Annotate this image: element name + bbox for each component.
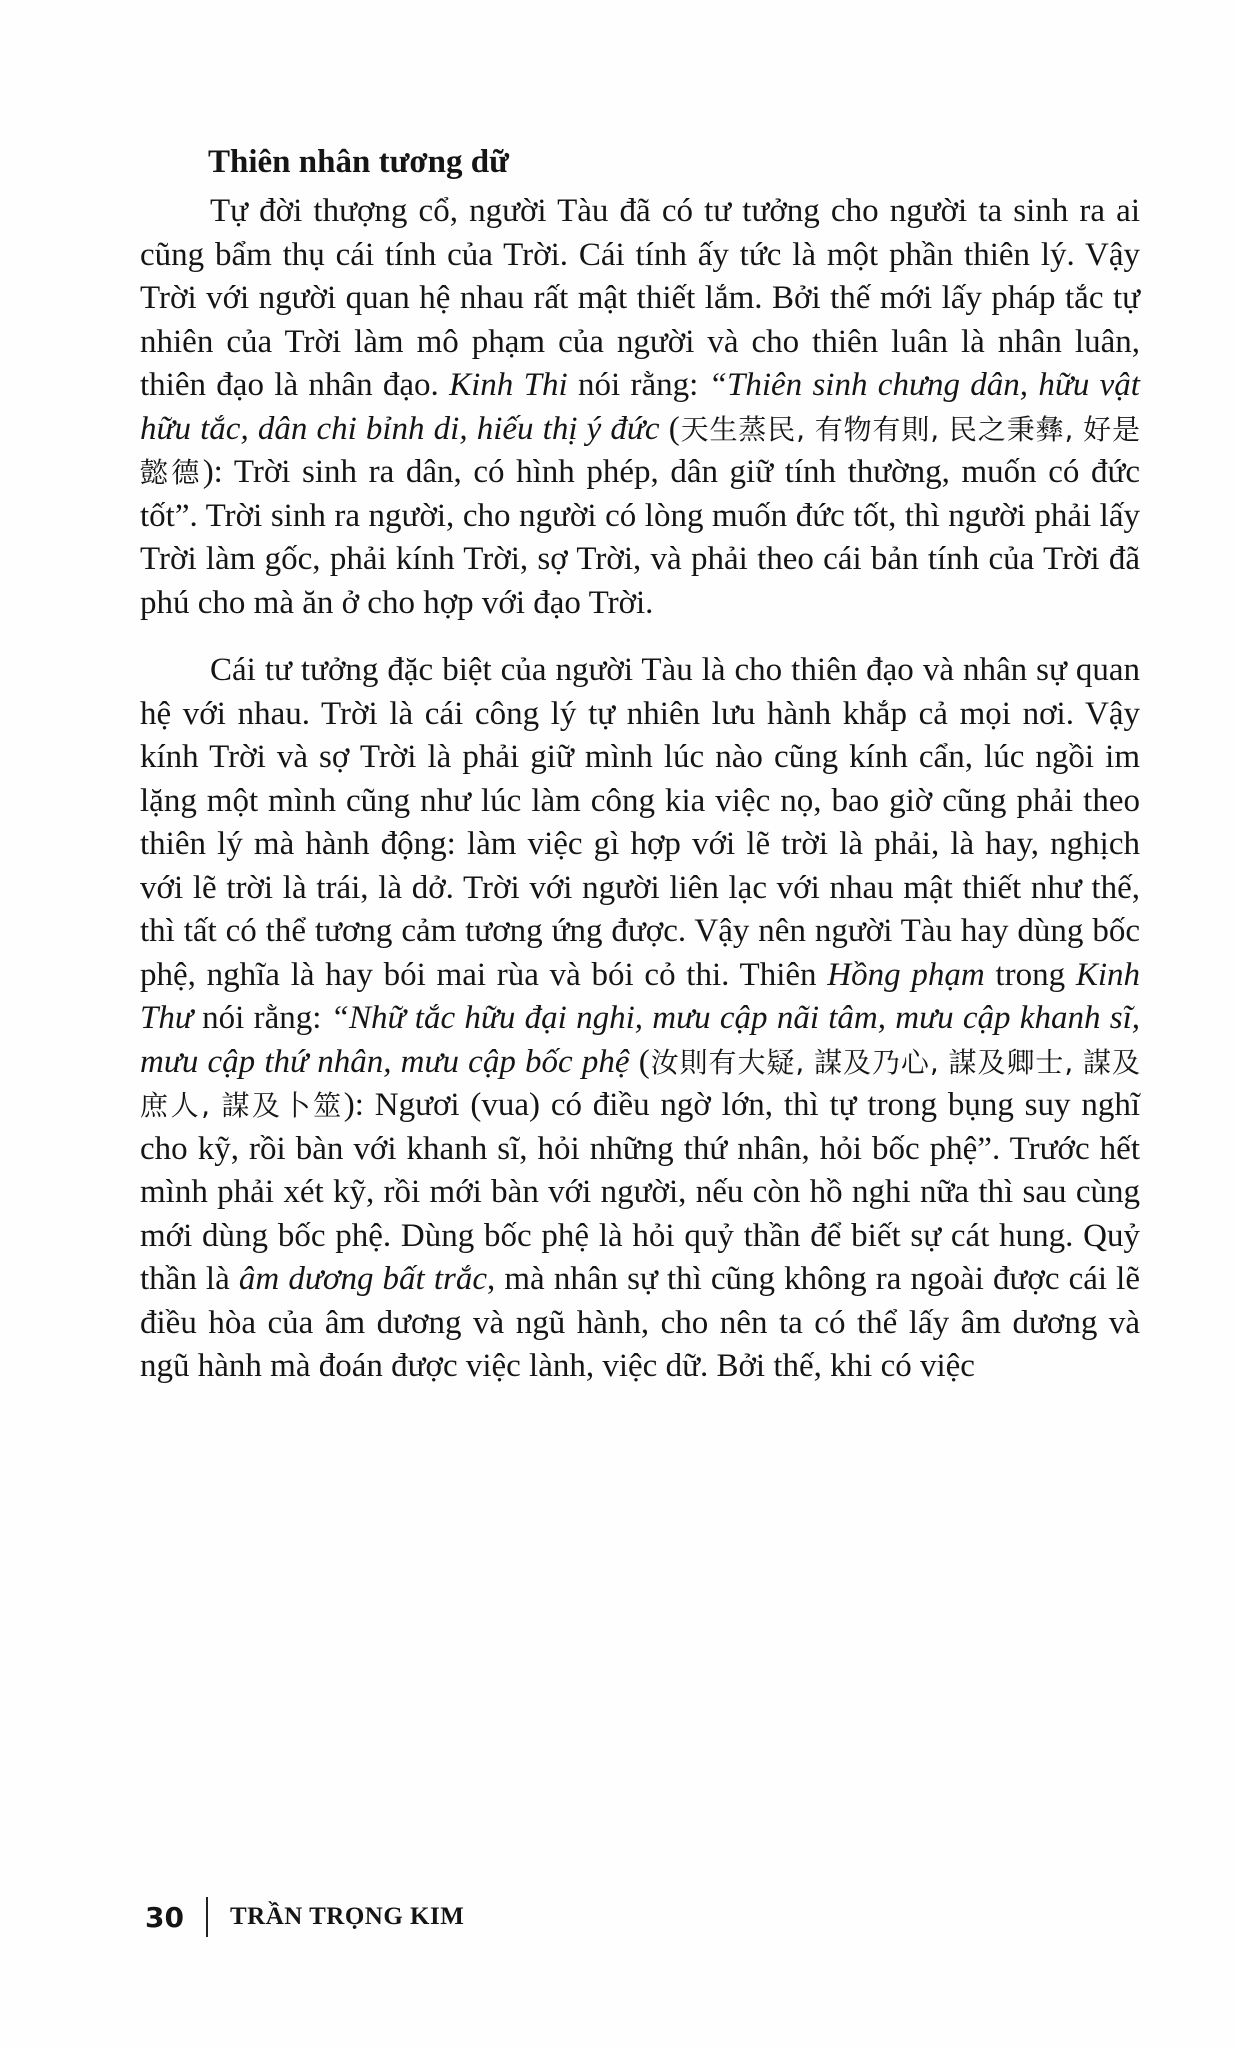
p1-quote: “Thiên sinh chưng dân, hữu vật hữu tắc, dân chi bỉnh di, hiếu thị ý đức — [140, 367, 1140, 447]
footer-divider — [206, 1897, 208, 1937]
term-am-duong: âm dương bất trắc — [238, 1261, 488, 1297]
p1-text-3: ): Trời sinh ra dân, có hình phép, dân giữ tính thường, muốn có đức tốt”. Trời sinh ra người, cho người có lòng muốn đức tốt, thì người phải lấy Trời làm gốc, phải kính Trời, sợ Trời, và phải theo cái bản tính của Trời đã phú cho mà ăn ở cho hợp với đạo Trời. — [140, 454, 1140, 621]
text-body — [140, 140, 1140, 1413]
section-heading: Thiên nhân tương dữ — [208, 144, 509, 180]
p2-paren: ( — [629, 1043, 650, 1080]
chapter-title-hong-pham: Hồng phạm — [827, 956, 985, 993]
p2-text-4: ): Ngươi (vua) có điều ngờ lớn, thì tự trong bụng suy nghĩ cho kỹ, rồi bàn với khanh sĩ, hỏi những thứ nhân, hỏi bốc phệ”. Trước hết mình phải xét kỹ, rồi mới bàn với người, nếu còn hồ nghi nữa thì sau cùng mới dùng bốc phệ. Dùng bốc phệ là hỏi quỷ thần để biết sự cát hung. Quỷ thần là — [140, 1087, 1140, 1297]
author-name: TRẦN TRỌNG KIM — [229, 1903, 465, 1930]
p1-text-2: nói rằng: — [567, 367, 709, 403]
paragraph-1 — [140, 190, 1140, 625]
p2-text-5: , mà nhân sự thì cũng không ra ngoài được cái lẽ điều hòa của âm dương và ngũ hành, cho nên ta có thể lấy âm dương và ngũ hành mà đoán được việc lành, việc dữ. Bởi thế, khi có việc — [140, 1261, 1140, 1384]
p2-text-1: Cái tư tưởng đặc biệt của người Tàu là cho thiên đạo và nhân sự quan hệ với nhau. Trời là cái công lý tự nhiên lưu hành khắp cả mọi nơi. Vậy kính Trời và sợ Trời là phải giữ mình lúc nào cũng kính cẩn, lúc ngồi im lặng một mình cũng như lúc làm công kia việc nọ, bao giờ cũng phải theo thiên lý mà hành động: làm việc gì hợp với lẽ trời là phải, là hay, nghịch với lẽ trời là trái, là dở. Trời với người liên lạc với nhau mật thiết như thế, thì tất có thể tương cảm tương ứng được. Vậy nên người Tàu hay dùng bốc phệ, nghĩa là hay bói mai rùa và bói cỏ thi. Thiên — [140, 652, 1140, 993]
p2-text-3: nói rằng: — [192, 1000, 331, 1036]
page-number: 30 — [145, 1900, 184, 1934]
p2-text-2: trong — [984, 956, 1076, 993]
p1-text-1: Tự đời thượng cổ, người Tàu đã có tư tưởng cho người ta sinh ra ai cũng bẩm thụ cái tính của Trời. Cái tính ấy tức là một phần thiên lý. Vậy Trời với người quan hệ nhau rất mật thiết lắm. Bởi thế mới lấy pháp tắc tự nhiên của Trời làm mô phạm của người và cho thiên luân là nhân luân, thiên đạo là nhân đạo. — [140, 193, 1140, 403]
p1-chinese-text: 天生蒸民, 有物有則, 民之秉彝, 好是懿德 — [140, 412, 1140, 489]
p2-chinese-text: 汝則有大疑, 謀及乃心, 謀及卿士, 謀及庶人, 謀及卜筮 — [140, 1045, 1140, 1122]
p2-quote: “Nhữ tắc hữu đại nghi, mưu cập nãi tâm, mưu cập khanh sĩ, mưu cập thứ nhân, mưu cập bốc phệ — [140, 1000, 1140, 1080]
book-title-kinh-thu: Kinh Thư — [140, 956, 1140, 1036]
book-title-kinh-thi: Kinh Thi — [449, 367, 568, 403]
paragraph-2 — [140, 649, 1140, 1389]
p1-paren: ( — [659, 410, 680, 447]
page-footer — [145, 1895, 464, 1939]
